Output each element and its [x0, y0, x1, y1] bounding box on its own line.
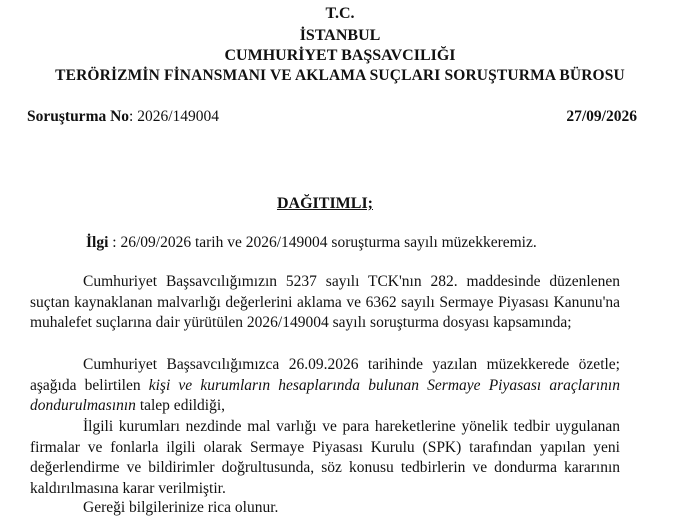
- header-bureau: TERÖRİZMİN FİNANSMANI VE AKLAMA SUÇLARI SORUŞTURMA BÜROSU: [55, 67, 625, 84]
- paragraph-1-text: Cumhuriyet Başsavcılığımızın 5237 sayılı TCK'nın 282. maddesinde düzenlenen suçtan kaynaklanan malvarlığı değerlerini aklama ve 6362 sayılı Sermaye Piyasası Kanunu'na muhalefet suçlarına dair yürütülen 2026/149004 sayılı soruşturma dosyası kapsamında;: [30, 273, 620, 332]
- reference-line: [86, 234, 537, 252]
- paragraph-3-text: İlgili kurumları nezdinde mal varlığı ve para hareketlerine yönelik tedbir uygulanan firmalar ve fonlarla ilgili olarak Sermaye Piyasası Kurulu (SPK) tarafından yapılan yeni değerlendirme ve bildirimler doğrultusunda, söz konusu tedbirlerin ve dondurma kararının kaldırılmasına karar verilmiştir.: [30, 418, 620, 498]
- paragraph-2-after: talep edildiği,: [135, 397, 226, 415]
- closing-text: Gereği bilgilerinize rica olunur.: [83, 499, 279, 516]
- investigation-number: 2026/149004: [137, 108, 220, 125]
- investigation-separator: :: [129, 108, 138, 125]
- paragraph-2: [30, 355, 620, 417]
- distribution-title: DAĞITIMLI;: [276, 195, 373, 212]
- paragraph-3: [30, 417, 620, 500]
- reference-text: : 26/09/2026 tarih ve 2026/149004 soruşturma sayılı müzekkeremiz.: [108, 234, 537, 251]
- document-date: 27/09/2026: [566, 108, 637, 125]
- reference-label: İlgi: [86, 234, 109, 251]
- paragraph-2-italic: kişi ve kurumların hesaplarında bulunan Sermaye Piyasası araçlarının dondurulmasının: [30, 376, 620, 415]
- paragraph-2-before: Cumhuriyet Başsavcılığımızca 26.09.2026 tarihinde yazılan müzekkerede özetle; aşağıda belirtilen: [30, 356, 620, 394]
- investigation-row: [27, 108, 637, 126]
- paragraph-1: [30, 272, 620, 334]
- paragraph-2-text: [30, 355, 620, 417]
- investigation-label: Soruşturma No: [27, 108, 130, 125]
- header-country: T.C.: [325, 5, 355, 22]
- header-office: CUMHURİYET BAŞSAVCILIĞI: [224, 47, 456, 64]
- paragraph-4: [30, 498, 620, 519]
- header-city: İSTANBUL: [299, 27, 381, 44]
